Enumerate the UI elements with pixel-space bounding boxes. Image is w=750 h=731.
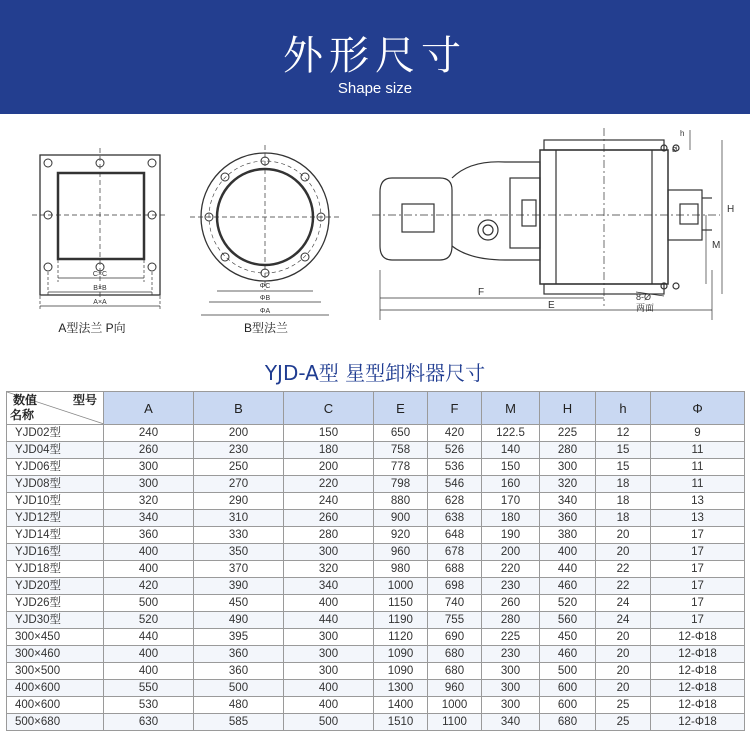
value-cell: 280 — [540, 442, 596, 459]
value-cell: 18 — [596, 510, 651, 527]
value-cell: 1400 — [374, 697, 428, 714]
value-cell: 360 — [194, 646, 284, 663]
value-cell: 240 — [284, 493, 374, 510]
value-cell: 18 — [596, 476, 651, 493]
value-cell: 650 — [374, 425, 428, 442]
value-cell: 500 — [194, 680, 284, 697]
value-cell: 460 — [540, 646, 596, 663]
value-cell: 20 — [596, 646, 651, 663]
value-cell: 230 — [482, 578, 540, 595]
value-cell: 300 — [482, 663, 540, 680]
side-bolts: 8-Ø — [636, 292, 652, 302]
value-cell: 240 — [104, 425, 194, 442]
value-cell: 450 — [540, 629, 596, 646]
value-cell: 140 — [482, 442, 540, 459]
b-dim-a: ΦA — [259, 308, 271, 315]
value-cell: 536 — [428, 459, 482, 476]
table-row — [7, 697, 745, 714]
value-cell: 13 — [651, 493, 745, 510]
table-row — [7, 595, 745, 612]
value-cell: 638 — [428, 510, 482, 527]
value-cell: 300 — [482, 697, 540, 714]
side-view-drawing — [380, 140, 712, 294]
side-small-h: h — [680, 129, 685, 138]
value-cell: 1090 — [374, 663, 428, 680]
value-cell: 11 — [651, 442, 745, 459]
value-cell: 22 — [596, 561, 651, 578]
value-cell: 798 — [374, 476, 428, 493]
value-cell: 17 — [651, 595, 745, 612]
value-cell: 400 — [104, 561, 194, 578]
model-cell: 300×460 — [7, 646, 104, 663]
a-dim-b: B×B — [93, 285, 107, 292]
model-cell: YJD30型 — [7, 612, 104, 629]
table-row — [7, 680, 745, 697]
value-cell: 300 — [540, 459, 596, 476]
value-cell: 1510 — [374, 714, 428, 731]
value-cell: 400 — [104, 544, 194, 561]
value-cell: 400 — [284, 595, 374, 612]
table-row — [7, 561, 745, 578]
value-cell: 530 — [104, 697, 194, 714]
table-row — [7, 442, 745, 459]
model-cell: YJD14型 — [7, 527, 104, 544]
value-cell: 390 — [194, 578, 284, 595]
value-cell: 1100 — [428, 714, 482, 731]
value-cell: 225 — [540, 425, 596, 442]
value-cell: 678 — [428, 544, 482, 561]
value-cell: 500 — [104, 595, 194, 612]
value-cell: 440 — [284, 612, 374, 629]
page-subtitle: Shape size — [337, 80, 413, 97]
value-cell: 520 — [104, 612, 194, 629]
value-cell: 17 — [651, 578, 745, 595]
column-header: B — [194, 392, 284, 425]
value-cell: 260 — [482, 595, 540, 612]
table-row — [7, 459, 745, 476]
value-cell: 1000 — [374, 578, 428, 595]
value-cell: 18 — [596, 493, 651, 510]
value-cell: 400 — [284, 697, 374, 714]
table-row — [7, 510, 745, 527]
a-dim-c: C×C — [92, 271, 108, 278]
table-row — [7, 646, 745, 663]
value-cell: 680 — [540, 714, 596, 731]
value-cell: 25 — [596, 697, 651, 714]
value-cell: 778 — [374, 459, 428, 476]
value-cell: 395 — [194, 629, 284, 646]
value-cell: 20 — [596, 544, 651, 561]
side-e: E — [548, 300, 555, 311]
value-cell: 350 — [194, 544, 284, 561]
value-cell: 280 — [482, 612, 540, 629]
value-cell: 680 — [428, 646, 482, 663]
model-cell: YJD12型 — [7, 510, 104, 527]
corner-values: 数值 — [13, 393, 38, 407]
value-cell: 490 — [194, 612, 284, 629]
value-cell: 900 — [374, 510, 428, 527]
value-cell: 560 — [540, 612, 596, 629]
model-cell: 300×500 — [7, 663, 104, 680]
side-phi: Ø — [672, 147, 678, 154]
value-cell: 150 — [284, 425, 374, 442]
value-cell: 230 — [194, 442, 284, 459]
value-cell: 1090 — [374, 646, 428, 663]
table-row — [7, 493, 745, 510]
value-cell: 1150 — [374, 595, 428, 612]
table-header-row — [7, 392, 745, 425]
table-row — [7, 578, 745, 595]
value-cell: 225 — [482, 629, 540, 646]
value-cell: 17 — [651, 527, 745, 544]
table-row — [7, 425, 745, 442]
value-cell: 360 — [194, 663, 284, 680]
value-cell: 400 — [284, 680, 374, 697]
value-cell: 220 — [482, 561, 540, 578]
value-cell: 340 — [540, 493, 596, 510]
column-header: M — [482, 392, 540, 425]
value-cell: 11 — [651, 476, 745, 493]
value-cell: 546 — [428, 476, 482, 493]
side-both-sides: 两面 — [636, 303, 655, 313]
value-cell: 628 — [428, 493, 482, 510]
value-cell: 550 — [104, 680, 194, 697]
value-cell: 12-Φ18 — [651, 697, 745, 714]
value-cell: 260 — [104, 442, 194, 459]
value-cell: 11 — [651, 459, 745, 476]
value-cell: 688 — [428, 561, 482, 578]
value-cell: 340 — [482, 714, 540, 731]
value-cell: 300 — [284, 646, 374, 663]
value-cell: 1300 — [374, 680, 428, 697]
value-cell: 600 — [540, 680, 596, 697]
model-cell: YJD02型 — [7, 425, 104, 442]
value-cell: 690 — [428, 629, 482, 646]
value-cell: 520 — [540, 595, 596, 612]
b-flange-label: B型法兰 — [243, 321, 289, 335]
value-cell: 920 — [374, 527, 428, 544]
model-cell: 500×680 — [7, 714, 104, 731]
value-cell: 585 — [194, 714, 284, 731]
value-cell: 180 — [284, 442, 374, 459]
table-row — [7, 544, 745, 561]
value-cell: 20 — [596, 680, 651, 697]
value-cell: 300 — [284, 663, 374, 680]
value-cell: 17 — [651, 544, 745, 561]
table-caption: YJD-A型 星型卸料器尺寸 — [264, 361, 486, 385]
value-cell: 200 — [284, 459, 374, 476]
side-h: H — [727, 204, 735, 215]
value-cell: 320 — [540, 476, 596, 493]
value-cell: 150 — [482, 459, 540, 476]
value-cell: 180 — [482, 510, 540, 527]
model-cell: YJD08型 — [7, 476, 104, 493]
value-cell: 1120 — [374, 629, 428, 646]
value-cell: 400 — [540, 544, 596, 561]
column-header: F — [428, 392, 482, 425]
table-row — [7, 476, 745, 493]
model-cell: YJD18型 — [7, 561, 104, 578]
column-header: A — [104, 392, 194, 425]
value-cell: 360 — [104, 527, 194, 544]
value-cell: 280 — [284, 527, 374, 544]
value-cell: 698 — [428, 578, 482, 595]
column-header: E — [374, 392, 428, 425]
value-cell: 960 — [428, 680, 482, 697]
value-cell: 460 — [540, 578, 596, 595]
value-cell: 170 — [482, 493, 540, 510]
column-header: C — [284, 392, 374, 425]
value-cell: 380 — [540, 527, 596, 544]
value-cell: 17 — [651, 612, 745, 629]
value-cell: 450 — [194, 595, 284, 612]
value-cell: 300 — [104, 459, 194, 476]
model-cell: YJD10型 — [7, 493, 104, 510]
value-cell: 440 — [104, 629, 194, 646]
value-cell: 600 — [540, 697, 596, 714]
value-cell: 22 — [596, 578, 651, 595]
b-dim-b: ΦB — [259, 295, 271, 302]
value-cell: 880 — [374, 493, 428, 510]
side-f: F — [478, 287, 485, 298]
value-cell: 1190 — [374, 612, 428, 629]
value-cell: 420 — [428, 425, 482, 442]
value-cell: 740 — [428, 595, 482, 612]
value-cell: 15 — [596, 459, 651, 476]
value-cell: 12-Φ18 — [651, 646, 745, 663]
a-flange-label: A型法兰 P向 — [58, 321, 126, 335]
model-cell: YJD20型 — [7, 578, 104, 595]
value-cell: 500 — [284, 714, 374, 731]
value-cell: 24 — [596, 612, 651, 629]
column-header: h — [596, 392, 651, 425]
model-cell: YJD26型 — [7, 595, 104, 612]
table-row — [7, 663, 745, 680]
table-row — [7, 629, 745, 646]
column-header: H — [540, 392, 596, 425]
value-cell: 122.5 — [482, 425, 540, 442]
value-cell: 400 — [104, 663, 194, 680]
table-row — [7, 527, 745, 544]
value-cell: 220 — [284, 476, 374, 493]
value-cell: 200 — [482, 544, 540, 561]
value-cell: 320 — [284, 561, 374, 578]
page-title: 外形尺寸 — [283, 33, 467, 79]
value-cell: 12-Φ18 — [651, 629, 745, 646]
value-cell: 420 — [104, 578, 194, 595]
value-cell: 526 — [428, 442, 482, 459]
value-cell: 190 — [482, 527, 540, 544]
value-cell: 12-Φ18 — [651, 680, 745, 697]
value-cell: 24 — [596, 595, 651, 612]
value-cell: 360 — [540, 510, 596, 527]
value-cell: 20 — [596, 663, 651, 680]
value-cell: 758 — [374, 442, 428, 459]
value-cell: 260 — [284, 510, 374, 527]
value-cell: 250 — [194, 459, 284, 476]
value-cell: 270 — [194, 476, 284, 493]
technical-drawings — [0, 120, 750, 350]
value-cell: 340 — [284, 578, 374, 595]
corner-model: 型号 — [72, 393, 97, 407]
value-cell: 200 — [194, 425, 284, 442]
value-cell: 330 — [194, 527, 284, 544]
value-cell: 755 — [428, 612, 482, 629]
value-cell: 648 — [428, 527, 482, 544]
value-cell: 480 — [194, 697, 284, 714]
value-cell: 300 — [104, 476, 194, 493]
value-cell: 300 — [284, 629, 374, 646]
value-cell: 9 — [651, 425, 745, 442]
value-cell: 290 — [194, 493, 284, 510]
value-cell: 320 — [104, 493, 194, 510]
value-cell: 20 — [596, 629, 651, 646]
table-row — [7, 612, 745, 629]
value-cell: 440 — [540, 561, 596, 578]
value-cell: 1000 — [428, 697, 482, 714]
title-banner — [0, 0, 750, 114]
value-cell: 370 — [194, 561, 284, 578]
value-cell: 17 — [651, 561, 745, 578]
corner-cell — [7, 392, 104, 425]
side-m: M — [712, 240, 721, 251]
column-header: Φ — [651, 392, 745, 425]
value-cell: 12-Φ18 — [651, 714, 745, 731]
model-cell: 300×450 — [7, 629, 104, 646]
value-cell: 12 — [596, 425, 651, 442]
value-cell: 230 — [482, 646, 540, 663]
spec-table — [6, 391, 745, 731]
model-cell: YJD16型 — [7, 544, 104, 561]
value-cell: 25 — [596, 714, 651, 731]
value-cell: 960 — [374, 544, 428, 561]
a-dim-a: A×A — [93, 299, 107, 306]
value-cell: 15 — [596, 442, 651, 459]
corner-name: 名称 — [10, 408, 35, 422]
value-cell: 13 — [651, 510, 745, 527]
b-dim-c: ΦC — [259, 283, 271, 290]
value-cell: 160 — [482, 476, 540, 493]
value-cell: 340 — [104, 510, 194, 527]
model-cell: 400×600 — [7, 697, 104, 714]
model-cell: 400×600 — [7, 680, 104, 697]
value-cell: 300 — [482, 680, 540, 697]
value-cell: 680 — [428, 663, 482, 680]
model-cell: YJD04型 — [7, 442, 104, 459]
value-cell: 400 — [104, 646, 194, 663]
value-cell: 630 — [104, 714, 194, 731]
model-cell: YJD06型 — [7, 459, 104, 476]
value-cell: 500 — [540, 663, 596, 680]
value-cell: 980 — [374, 561, 428, 578]
value-cell: 300 — [284, 544, 374, 561]
value-cell: 20 — [596, 527, 651, 544]
value-cell: 12-Φ18 — [651, 663, 745, 680]
value-cell: 310 — [194, 510, 284, 527]
